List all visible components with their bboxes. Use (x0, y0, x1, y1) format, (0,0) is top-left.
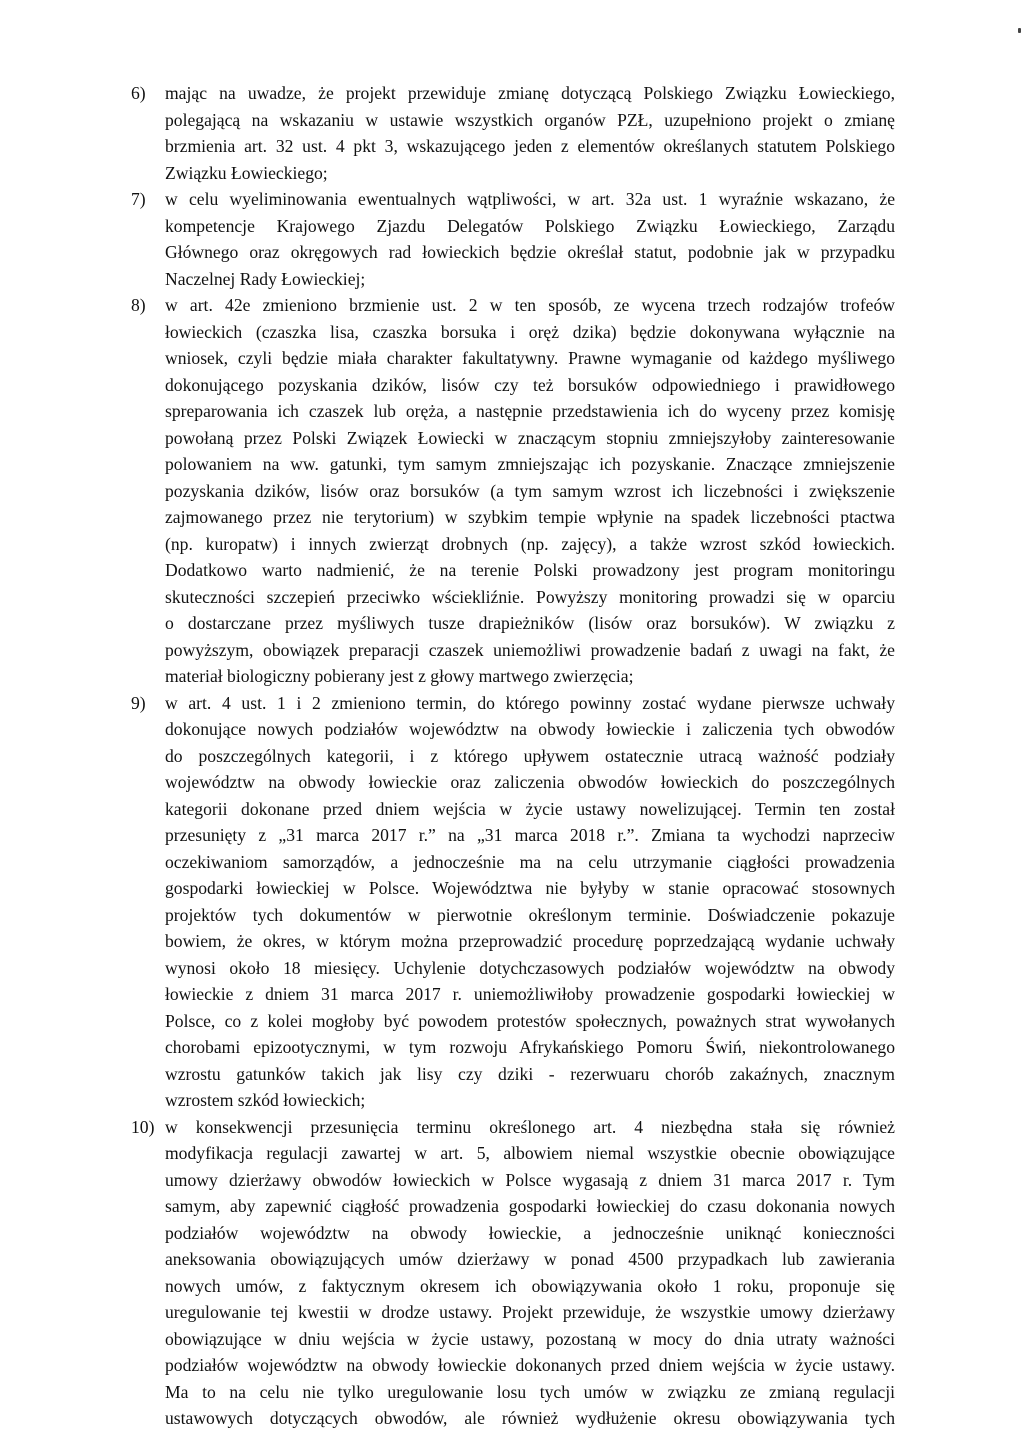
text-line: przesunięty z „31 marca 2017 r.” na „31 marca 2018 r.”. Zmiana ta wychodzi naprzeciw (165, 825, 895, 845)
text-line: Naczelnej Rady Łowieckiej; (165, 268, 366, 289)
scan-speck (1018, 28, 1021, 33)
text-line: skuteczności szczepień przeciwko wściekliźnie. Powyższy monitoring prowadzi się w oparciu (165, 586, 895, 607)
text-line: brzmienia art. 32 ust. 4 pkt 3, wskazującego jeden z elementów określanych statutem Polskiego (165, 136, 895, 156)
item-text (165, 186, 895, 292)
text-line: Dodatkowo warto nadmienić, że na terenie Polski prowadzony jest program monitoringu (165, 560, 895, 580)
text-line: w art. 4 ust. 1 i 2 zmieniono termin, do którego powinny zostać wydane pierwsze uchwały (165, 692, 895, 713)
item-number: 8) (131, 295, 146, 315)
item-number: 9) (131, 692, 146, 713)
list-item-10 (131, 1114, 895, 1432)
text-line: aneksowania obowiązujących umów dzierżawy w ponad 4500 przypadkach lub zawierania (165, 1249, 895, 1269)
text-line: powołaną przez Polski Związek Łowiecki w znaczącym stopniu zmniejszyłoby zainteresowanie (165, 427, 895, 448)
text-line: chorobami epizootycznymi, w tym rozwoju Afrykańskiego Pomoru Świń, niekontrolowanego (165, 1037, 895, 1057)
item-text (165, 1114, 895, 1432)
item-text (165, 292, 895, 690)
text-line: podziałów województw na obwody łowieckie dokonanych przed dniem wejścia w życie ustawy. (165, 1355, 895, 1375)
text-line: powyższym, obowiązek preparacji czaszek uniemożliwi prowadzenie badań z uwagi na fakt, że (165, 639, 895, 660)
item-text (165, 690, 895, 1114)
text-line: łowieckie z dniem 31 marca 2017 r. uniemożliwiłoby prowadzenie gospodarki łowieckiej w (165, 984, 895, 1004)
text-line: samym, aby zapewnić ciągłość prowadzenia gospodarki łowieckiej do czasu dokonania nowych (165, 1196, 895, 1216)
text-line: dokonującego pozyskania dzików, lisów czy też borsuków odpowiedniego i prawidłowego (165, 374, 895, 395)
text-line: w art. 42e zmieniono brzmienie ust. 2 w ten sposób, ze wycena trzech rodzajów trofeów (165, 295, 895, 315)
text-line: w celu wyeliminowania ewentualnych wątpliwości, w art. 32a ust. 1 wyraźnie wskazano, że (165, 189, 895, 209)
list-item-7 (131, 186, 895, 292)
text-line: wniosek, czyli będzie miała charakter fakultatywny. Prawne wymaganie od każdego myśliwego (165, 348, 895, 368)
item-number: 10) (131, 1116, 155, 1137)
text-line: wynosi około 18 miesięcy. Uchylenie dotychczasowych podziałów województw na obwody (165, 957, 895, 978)
text-line: podziałów województw na obwody łowieckie, a jednocześnie uniknąć konieczności (165, 1222, 895, 1243)
text-line: Ma to na celu nie tylko uregulowanie losu tych umów w związku ze zmianą regulacji (165, 1381, 895, 1402)
text-line: ustawowych dotyczących obwodów, ale również wydłużenie okresu obowiązywania tych (165, 1408, 895, 1428)
text-line: Głównego oraz okręgowych rad łowieckich będzie określał statut, podobnie jak w przypadku (165, 242, 895, 262)
text-line: polowaniem na ww. gatunki, tym samym zmniejszając ich pozyskanie. Znaczące zmniejszenie (165, 454, 895, 474)
list-item-9 (131, 690, 895, 1114)
text-line: nowych umów, z faktycznym okresem ich obowiązywania około 1 roku, proponuje się (165, 1275, 895, 1296)
text-line: kompetencje Krajowego Zjazdu Delegatów Polskiego Związku Łowieckiego, Zarządu (165, 215, 895, 236)
text-line: spreparowania ich czaszek lub oręża, a następnie przedstawienia ich do wyceny przez komisję (165, 401, 895, 421)
text-line: umowy dzierżawy obwodów łowieckich w Polsce wygasają z dniem 31 marca 2017 r. Tym (165, 1169, 895, 1190)
item-number: 7) (131, 189, 146, 209)
text-line: Polsce, co z kolei mogłoby być powodem protestów społecznych, poważnych strat wywołanych (165, 1010, 895, 1031)
text-line: gospodarki łowieckiej w Polsce. Województwa nie byłyby w stanie opracować stosownych (165, 878, 895, 898)
list-item-6 (131, 80, 895, 186)
text-line: oczekiwaniom samorządów, a jednocześnie ma na celu utrzymanie ciągłości prowadzenia (165, 851, 895, 872)
text-line: Związku Łowieckiego; (165, 162, 328, 183)
text-line: w konsekwencji przesunięcia terminu określonego art. 4 niezbędna stała się również (165, 1116, 895, 1137)
text-line: materiał biologiczny pobierany jest z głowy martwego zwierzęcia; (165, 666, 634, 686)
text-line: województw na obwody łowieckie oraz zaliczenia obwodów łowieckich do poszczególnych (165, 772, 895, 792)
text-line: dokonujące nowych podziałów województw na obwody łowieckie i zaliczenia tych obwodów (165, 719, 895, 739)
text-line: pozyskania dzików, lisów oraz borsuków (a tym samym wzrost ich liczebności i zwiększenie (165, 480, 895, 501)
text-line: bowiem, że okres, w którym można przeprowadzić procedurę poprzedzającą wydanie uchwały (165, 931, 895, 951)
text-line: polegającą na wskazaniu w ustawie wszystkich organów PZŁ, uzupełniono projekt o zmianę (165, 109, 895, 130)
numbered-list (131, 80, 895, 1432)
text-line: mając na uwadze, że projekt przewiduje zmianę dotyczącą Polskiego Związku Łowieckiego, (165, 83, 895, 103)
text-line: o dostarczane przez myśliwych tusze drapieżników (lisów oraz borsuków). W związku z (165, 613, 895, 633)
text-line: wzrostem szkód łowieckich; (165, 1090, 366, 1110)
text-line: wzrostu gatunków takich jak lisy czy dziki - rezerwuaru chorób zakaźnych, znacznym (165, 1063, 895, 1084)
text-line: zajmowanego przez nie terytorium) w szybkim tempie wpłynie na spadek liczebności ptactwa (165, 507, 895, 527)
item-text (165, 80, 895, 186)
text-line: uregulowanie tej kwestii w drodze ustawy. Projekt przewiduje, że wszystkie umowy dzierżawy (165, 1302, 895, 1322)
text-line: modyfikacja regulacji zawartej w art. 5, albowiem niemal wszystkie obecnie obowiązujące (165, 1143, 895, 1163)
text-line: do poszczególnych kategorii, i z którego upływem ostatecznie utracą ważność podziały (165, 745, 895, 766)
text-line: projektów tych dokumentów w pierwotnie określonym terminie. Doświadczenie pokazuje (165, 904, 895, 925)
text-line: kategorii dokonane przed dniem wejścia w życie ustawy nowelizującej. Termin ten został (165, 798, 895, 819)
item-number: 6) (131, 83, 146, 103)
text-line: obowiązujące w dniu wejścia w życie ustawy, pozostaną w mocy do dnia utraty ważności (165, 1328, 895, 1349)
text-line: łowieckich (czaszka lisa, czaszka borsuka i oręż dzika) będzie dokonywana wyłącznie na (165, 321, 895, 342)
list-item-8 (131, 292, 895, 690)
text-line: (np. kuropatw) i innych zwierząt drobnych (np. zajęcy), a także wzrost szkód łowieckich. (165, 533, 895, 554)
